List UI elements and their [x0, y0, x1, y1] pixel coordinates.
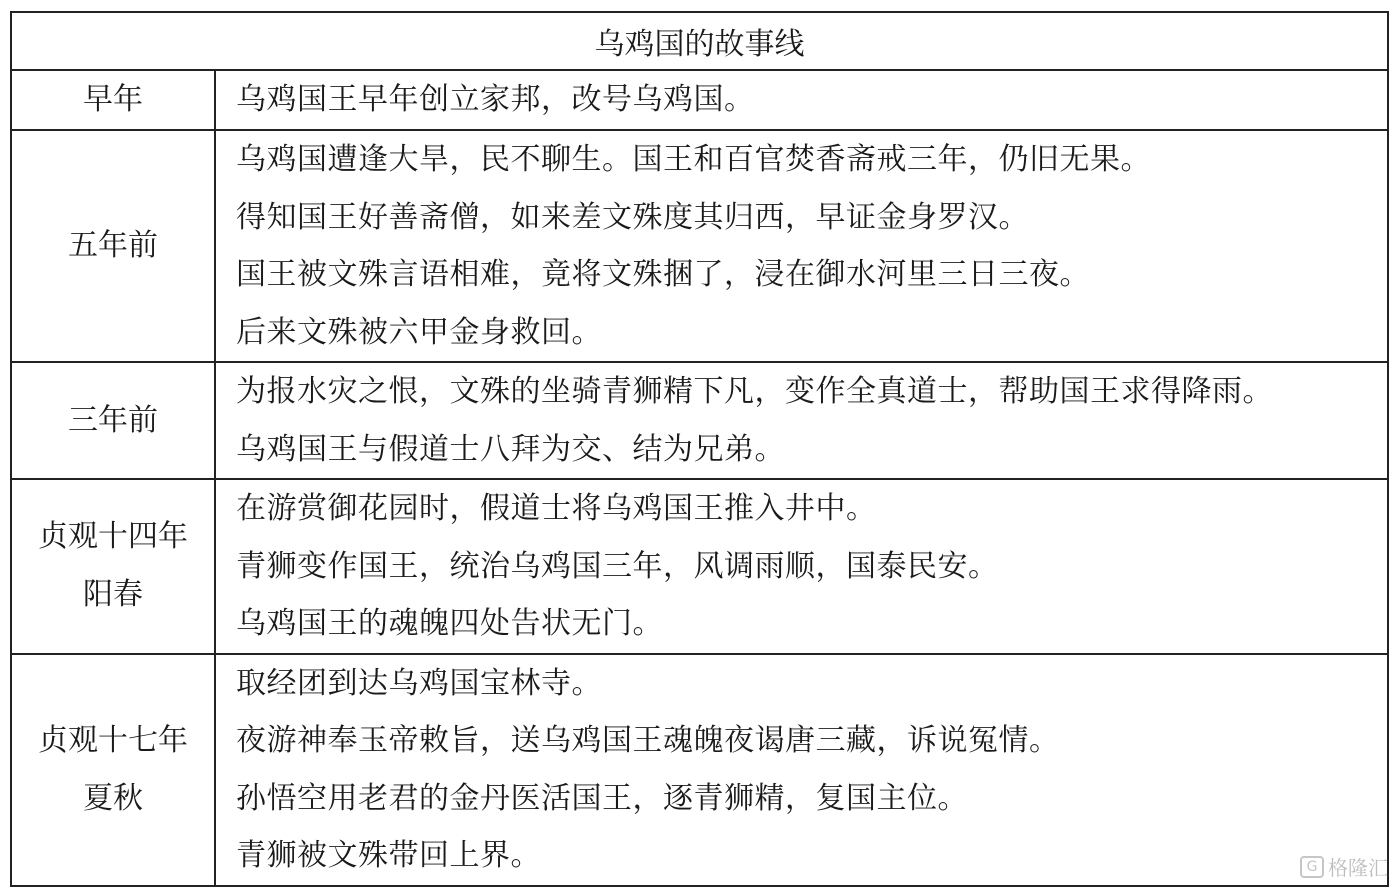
period-label: 贞观十四年 — [38, 519, 188, 555]
period-label: 三年前 — [68, 402, 158, 438]
period-label: 五年前 — [68, 228, 158, 263]
title-row — [11, 12, 1388, 70]
timeline-row — [11, 362, 1388, 479]
timeline-row — [11, 130, 1388, 362]
timeline-row — [11, 479, 1388, 654]
event-text: 得知国王好善斋僧，如来差文殊度其归西，早证金身罗汉。 — [236, 199, 1029, 235]
event-text: 青狮变作国王，统治乌鸡国三年，风调雨顺，国泰民安。 — [236, 548, 999, 584]
watermark-text: 格隆汇 — [1328, 856, 1388, 880]
event-text: 为报水灾之恨，文殊的坐骑青狮精下凡，变作全真道士，帮助国王求得降雨。 — [236, 374, 1273, 409]
events-cell — [215, 479, 1388, 654]
period-label: 贞观十七年 — [38, 722, 188, 758]
events-cell — [215, 362, 1388, 479]
period-cell — [11, 130, 215, 362]
event-text: 在游赏御花园时，假道士将乌鸡国王推入井中。 — [236, 491, 877, 526]
period-cell — [11, 362, 215, 479]
period-cell — [11, 479, 215, 654]
watermark — [1300, 852, 1388, 881]
timeline-row — [11, 70, 1388, 130]
event-text: 国王被文殊言语相难，竟将文殊捆了，浸在御水河里三日三夜。 — [236, 257, 1090, 292]
period-cell — [11, 70, 215, 130]
period-label: 早年 — [83, 82, 143, 117]
watermark-logo-icon: G — [1300, 856, 1324, 878]
event-text: 夜游神奉玉帝敕旨，送乌鸡国王魂魄夜谒唐三藏，诉说冤情。 — [236, 723, 1060, 758]
period-cell — [11, 654, 215, 886]
event-text: 乌鸡国王的魂魄四处告状无门。 — [236, 606, 663, 641]
events-cell — [215, 70, 1388, 130]
events-cell — [215, 130, 1388, 362]
events-cell — [215, 654, 1388, 886]
event-text: 孙悟空用老君的金丹医活国王，逐青狮精，复国主位。 — [236, 780, 968, 816]
event-text: 乌鸡国遭逢大旱，民不聊生。国王和百官焚香斋戒三年，仍旧无果。 — [236, 142, 1151, 177]
period-label: 阳春 — [83, 577, 143, 613]
event-text: 青狮被文殊带回上界。 — [236, 838, 541, 873]
event-text: 乌鸡国王早年创立家邦，改号乌鸡国。 — [236, 82, 755, 118]
period-label: 夏秋 — [83, 780, 143, 816]
story-timeline-table — [10, 11, 1389, 887]
timeline-row — [11, 654, 1388, 886]
event-text: 乌鸡国王与假道士八拜为交、结为兄弟。 — [236, 431, 785, 467]
event-text: 后来文殊被六甲金身救回。 — [236, 314, 602, 350]
event-text: 取经团到达乌鸡国宝林寺。 — [236, 665, 602, 701]
table-title: 乌鸡国的故事线 — [11, 12, 1388, 70]
